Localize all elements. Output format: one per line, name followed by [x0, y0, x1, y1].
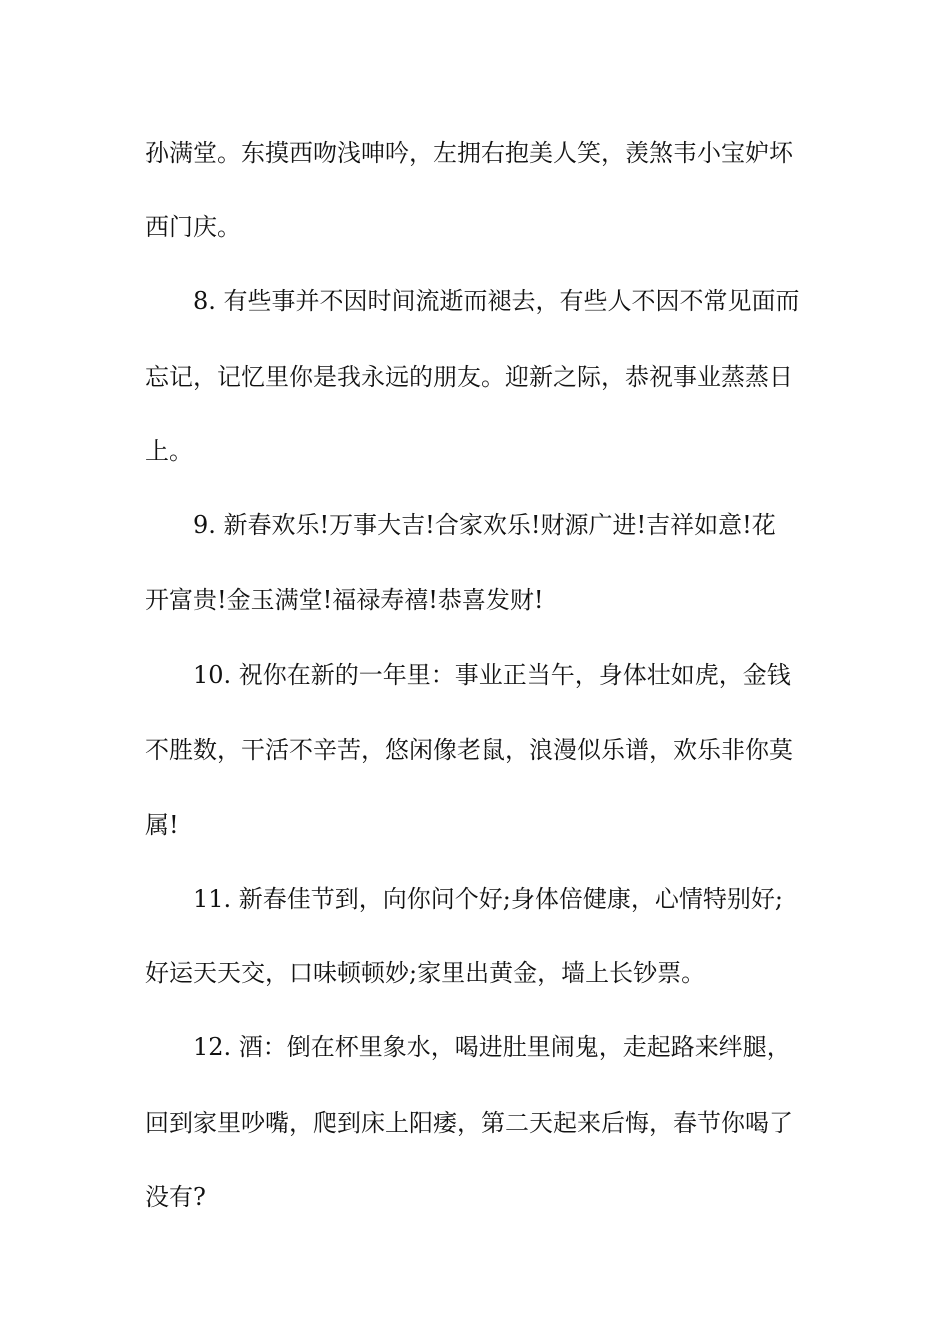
- text-line: 9. 新春欢乐!万事大吉!合家欢乐!财源广进!吉祥如意!花: [193, 511, 776, 539]
- text-line: 孙满堂。东摸西吻浅呻吟，左拥右抱美人笑，羡煞韦小宝妒坏: [145, 139, 793, 167]
- text-line: 西门庆。: [145, 213, 241, 241]
- text-line: 10. 祝你在新的一年里：事业正当午，身体壮如虎，金钱: [193, 661, 791, 689]
- text-line: 上。: [145, 437, 193, 465]
- text-line: 开富贵!金玉满堂!福禄寿禧!恭喜发财!: [145, 586, 544, 614]
- text-line: 属!: [145, 811, 179, 839]
- text-line: 回到家里吵嘴，爬到床上阳痿，第二天起来后悔，春节你喝了: [145, 1109, 793, 1137]
- text-line: 好运天天交，口味顿顿妙;家里出黄金，墙上长钞票。: [145, 959, 706, 987]
- text-line: 没有?: [145, 1183, 206, 1211]
- text-line: 11. 新春佳节到，向你问个好;身体倍健康，心情特别好;: [193, 885, 783, 913]
- text-line: 12. 酒：倒在杯里象水，喝进肚里闹鬼，走起路来绊腿，: [193, 1033, 791, 1061]
- text-line: 不胜数，干活不辛苦，悠闲像老鼠，浪漫似乐谱，欢乐非你莫: [145, 736, 793, 764]
- text-line: 忘记，记忆里你是我永远的朋友。迎新之际，恭祝事业蒸蒸日: [145, 363, 793, 391]
- text-line: 8. 有些事并不因时间流逝而褪去，有些人不因不常见面而: [193, 287, 800, 315]
